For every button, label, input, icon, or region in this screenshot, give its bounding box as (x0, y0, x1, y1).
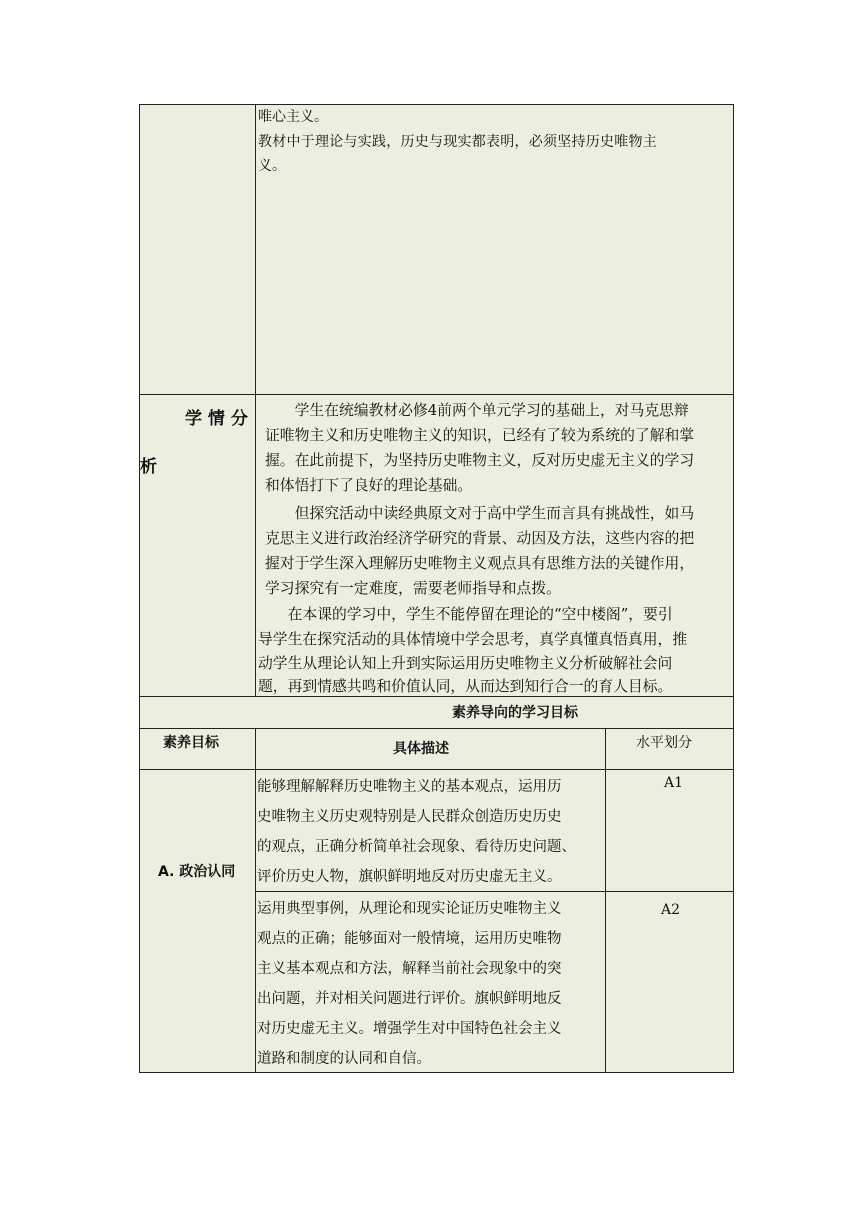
objectives-title: 素养导向的学习目标 (452, 705, 578, 721)
analysis-p1-line-4: 和体悟打下了良好的理论基础。 (265, 477, 473, 494)
analysis-p2-line-3: 握对于学生深入理解历史唯物主义观点具有思维方法的关键作用， (265, 555, 695, 572)
table-border-right (733, 104, 734, 1073)
row2-desc-line-3: 主义基本观点和方法，解释当前社会现象中的突 (257, 961, 562, 977)
table-border-left (139, 104, 140, 1073)
row1-desc-line-4: 评价历史人物，旗帜鲜明地反对历史虚无主义。 (257, 869, 562, 885)
row2-desc-line-2: 观点的正确；能够面对一般情境，运用历史唯物 (257, 931, 562, 947)
divider (139, 394, 734, 395)
row2-desc-line-5: 对历史虚无主义。增强学生对中国特色社会主义 (257, 1021, 562, 1037)
analysis-p2-line-4: 学习探究有一定难度，需要老师指导和点拨。 (265, 580, 561, 597)
row1-desc-line-1: 能够理解解释历史唯物主义的基本观点，运用历 (257, 779, 562, 795)
analysis-label-cell (139, 394, 255, 696)
header-goal: 素养目标 (163, 735, 219, 751)
goal-group-cell (139, 769, 255, 1073)
row2-desc-line-1: 运用典型事例，从理论和现实论证历史唯物主义 (257, 901, 562, 917)
top-line-1: 唯心主义。 (258, 109, 328, 125)
analysis-p3-line-1: 在本课的学习中，学生不能停留在理论的“空中楼阁”，要引 (258, 606, 673, 623)
analysis-p2-line-2: 克思主义进行政治经济学研究的背景、动因及方法，这些内容的把 (265, 530, 695, 547)
divider (255, 104, 256, 696)
analysis-label-part2: 析 (140, 457, 157, 477)
divider (605, 728, 606, 1073)
analysis-p1-line-2: 证唯物主义和历史唯物主义的知识，已经有了较为系统的了解和掌 (265, 427, 695, 444)
analysis-p3-line-4: 题，再到情感共鸣和价值认同，从而达到知行合一的育人目标。 (258, 678, 673, 695)
table-border-bottom (139, 1072, 734, 1073)
row1-desc-line-2: 史唯物主义历史观特别是人民群众创造历史历史 (257, 809, 562, 825)
analysis-p2-line-1: 但探究活动中读经典原文对于高中学生而言具有挑战性，如马 (265, 505, 695, 522)
row1-level: A1 (664, 775, 684, 791)
top-line-3: 义。 (258, 158, 286, 174)
divider (255, 728, 256, 1073)
objectives-title-cell (139, 696, 733, 728)
divider (255, 891, 734, 892)
analysis-p1-line-1: 学生在统编教材必修4前两个单元学习的基础上，对马克思辩 (265, 402, 689, 419)
divider (139, 728, 734, 729)
divider (139, 769, 734, 770)
analysis-p3-line-3: 动学生从理论认知上升到实际运用历史唯物主义分析破解社会问 (258, 655, 673, 672)
goal-group-label: A. 政治认同 (158, 864, 236, 880)
header-description: 具体描述 (393, 741, 449, 757)
header-level: 水平划分 (636, 735, 692, 751)
row2-desc-line-6: 道路和制度的认同和自信。 (257, 1051, 431, 1067)
analysis-label-part1: 学 情 分 (185, 409, 248, 429)
table-border-top (139, 104, 734, 105)
analysis-p1-line-3: 握。在此前提下，为坚持历史唯物主义，反对历史虚无主义的学习 (265, 452, 695, 469)
row2-desc-line-4: 出问题，并对相关问题进行评价。旗帜鲜明地反 (257, 991, 562, 1007)
analysis-p3-line-2: 导学生在探究活动的具体情境中学会思考，真学真懂真悟真用，推 (258, 631, 688, 648)
row1-desc-line-3: 的观点，正确分析简单社会现象、看待历史问题、 (257, 839, 576, 855)
row2-level: A2 (661, 902, 681, 918)
top-line-2: 教材中于理论与实践，历史与现实都表明，必须坚持历史唯物主 (258, 134, 657, 150)
top-left-cell (139, 104, 255, 394)
